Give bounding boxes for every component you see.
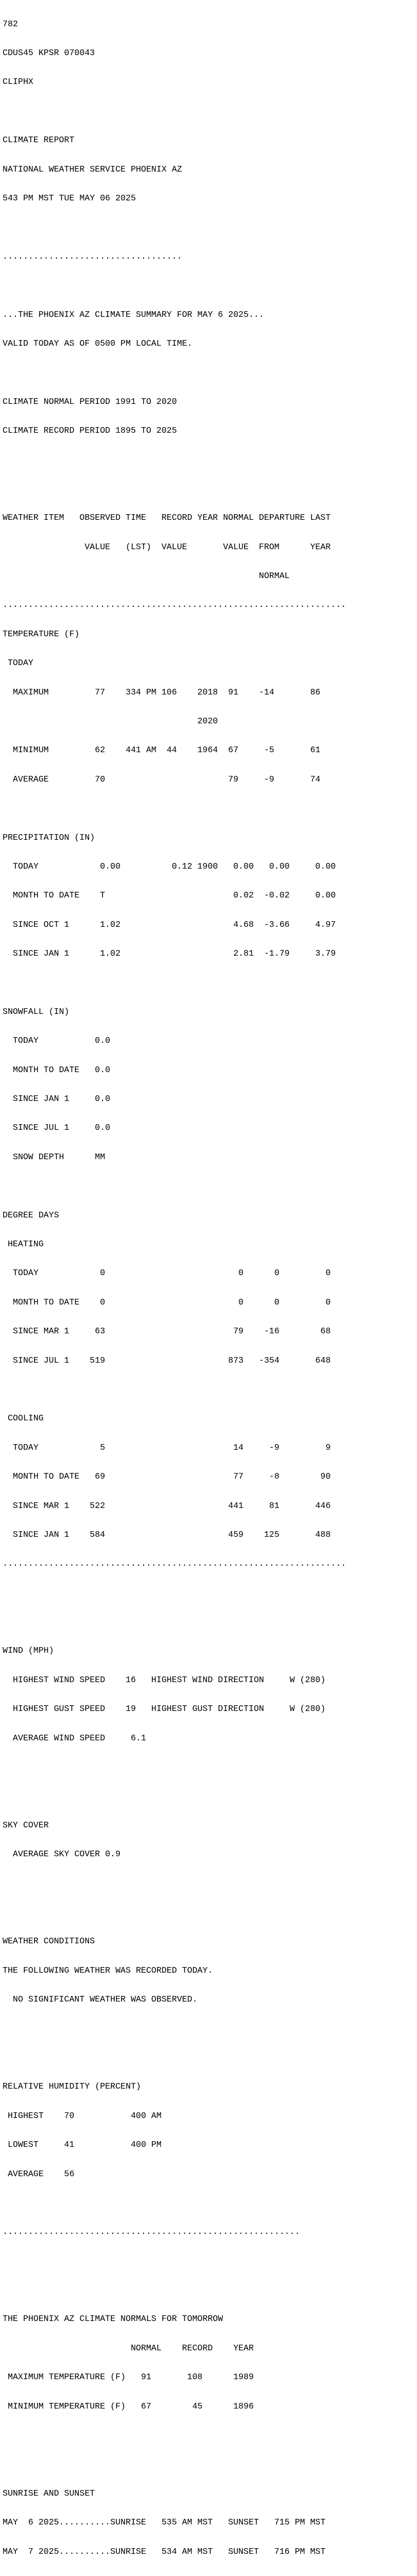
report-line: CLIMATE REPORT — [3, 135, 417, 145]
report-line: SINCE JAN 1 0.0 — [3, 1094, 417, 1104]
report-line — [3, 1791, 417, 1801]
report-line: SINCE MAR 1 63 79 -16 68 — [3, 1327, 417, 1336]
report-line: RELATIVE HUMIDITY (PERCENT) — [3, 2082, 417, 2092]
report-line — [3, 1879, 417, 1889]
report-line: CDUS45 KPSR 070043 — [3, 48, 417, 58]
report-line: HIGHEST 70 400 AM — [3, 2111, 417, 2121]
report-line — [3, 455, 417, 465]
report-line: ................................................................... — [3, 1559, 417, 1569]
report-line: TODAY — [3, 658, 417, 668]
report-line: .......................................................... — [3, 2227, 417, 2237]
report-line: TODAY 0.00 0.12 1900 0.00 0.00 0.00 — [3, 862, 417, 872]
report-line: MINIMUM 62 441 AM 44 1964 67 -5 61 — [3, 745, 417, 755]
report-line — [3, 1385, 417, 1395]
report-line — [3, 2053, 417, 2063]
report-line — [3, 484, 417, 494]
report-line: NATIONAL WEATHER SERVICE PHOENIX AZ — [3, 165, 417, 175]
report-line: VALUE (LST) VALUE VALUE FROM YEAR — [3, 543, 417, 552]
report-line: AVERAGE WIND SPEED 6.1 — [3, 1734, 417, 1743]
report-line: ...THE PHOENIX AZ CLIMATE SUMMARY FOR MAY 6 2025... — [3, 310, 417, 320]
report-line: MINIMUM TEMPERATURE (F) 67 45 1896 — [3, 2402, 417, 2412]
report-line: MONTH TO DATE 0.0 — [3, 1065, 417, 1075]
report-line: SINCE JAN 1 584 459 125 488 — [3, 1530, 417, 1540]
report-line: 782 — [3, 20, 417, 29]
report-line: SUNRISE AND SUNSET — [3, 2489, 417, 2499]
report-line: 2020 — [3, 717, 417, 726]
report-line: LOWEST 41 400 PM — [3, 2140, 417, 2150]
report-line: SINCE OCT 1 1.02 4.68 -3.66 4.97 — [3, 920, 417, 930]
report-line: CLIMATE NORMAL PERIOD 1991 TO 2020 — [3, 397, 417, 407]
report-line: PRECIPITATION (IN) — [3, 833, 417, 843]
report-line: SINCE JAN 1 1.02 2.81 -1.79 3.79 — [3, 949, 417, 959]
report-line: MONTH TO DATE 69 77 -8 90 — [3, 1472, 417, 1482]
report-line: SNOWFALL (IN) — [3, 1007, 417, 1017]
report-line: DEGREE DAYS — [3, 1211, 417, 1221]
report-line — [3, 1908, 417, 1918]
report-line: ................................... — [3, 252, 417, 262]
report-line — [3, 804, 417, 814]
report-line: ................................................................... — [3, 600, 417, 610]
report-line: SNOW DEPTH MM — [3, 1153, 417, 1162]
report-line: SINCE MAR 1 522 441 81 446 — [3, 1501, 417, 1511]
report-line: VALID TODAY AS OF 0500 PM LOCAL TIME. — [3, 339, 417, 349]
report-line — [3, 2257, 417, 2266]
report-line: SINCE JUL 1 519 873 -354 648 — [3, 1356, 417, 1366]
report-line — [3, 2431, 417, 2441]
report-line: TODAY 5 14 -9 9 — [3, 1443, 417, 1453]
report-line — [3, 1762, 417, 1772]
report-line: CLIPHX — [3, 77, 417, 87]
report-line — [3, 1181, 417, 1191]
report-line — [3, 281, 417, 291]
report-line: AVERAGE SKY COVER 0.9 — [3, 1850, 417, 1859]
report-line: MONTH TO DATE T 0.02 -0.02 0.00 — [3, 891, 417, 901]
report-line — [3, 368, 417, 378]
report-line: NO SIGNIFICANT WEATHER WAS OBSERVED. — [3, 1995, 417, 2005]
report-line: WEATHER CONDITIONS — [3, 1937, 417, 1946]
report-line: MONTH TO DATE 0 0 0 0 — [3, 1298, 417, 1308]
report-line: WEATHER ITEM OBSERVED TIME RECORD YEAR NORMAL DEPARTURE LAST — [3, 513, 417, 523]
report-line — [3, 223, 417, 232]
report-line — [3, 1588, 417, 1598]
report-line: THE PHOENIX AZ CLIMATE NORMALS FOR TOMORROW — [3, 2314, 417, 2324]
report-line — [3, 1617, 417, 1627]
report-line: CLIMATE RECORD PERIOD 1895 TO 2025 — [3, 426, 417, 436]
report-line — [3, 978, 417, 988]
report-line: THE FOLLOWING WEATHER WAS RECORDED TODAY. — [3, 1966, 417, 1976]
report-line: TODAY 0 0 0 0 — [3, 1268, 417, 1278]
report-line — [3, 2198, 417, 2208]
report-line — [3, 2024, 417, 2034]
report-line: TEMPERATURE (F) — [3, 630, 417, 639]
report-line: NORMAL RECORD YEAR — [3, 2344, 417, 2353]
report-line: COOLING — [3, 1414, 417, 1423]
report-line: TODAY 0.0 — [3, 1036, 417, 1046]
report-line: AVERAGE 70 79 -9 74 — [3, 775, 417, 785]
report-line: HIGHEST GUST SPEED 19 HIGHEST GUST DIRECTION W (280) — [3, 1704, 417, 1714]
report-line — [3, 107, 417, 116]
report-line: MAXIMUM 77 334 PM 106 2018 91 -14 86 — [3, 688, 417, 698]
report-line: HEATING — [3, 1240, 417, 1249]
report-line: SINCE JUL 1 0.0 — [3, 1123, 417, 1133]
report-line: MAY 6 2025..........SUNRISE 535 AM MST SUNSET 715 PM MST — [3, 2518, 417, 2528]
report-line: MAXIMUM TEMPERATURE (F) 91 108 1989 — [3, 2372, 417, 2382]
report-line: SKY COVER — [3, 1821, 417, 1831]
report-line: NORMAL — [3, 571, 417, 581]
report-line: MAY 7 2025..........SUNRISE 534 AM MST SUNSET 716 PM MST — [3, 2547, 417, 2557]
report-line — [3, 2285, 417, 2295]
report-line: HIGHEST WIND SPEED 16 HIGHEST WIND DIRECTION W (280) — [3, 1675, 417, 1685]
report-line: AVERAGE 56 — [3, 2170, 417, 2179]
report-line — [3, 2460, 417, 2469]
report-line: 543 PM MST TUE MAY 06 2025 — [3, 194, 417, 204]
report-line: WIND (MPH) — [3, 1646, 417, 1656]
